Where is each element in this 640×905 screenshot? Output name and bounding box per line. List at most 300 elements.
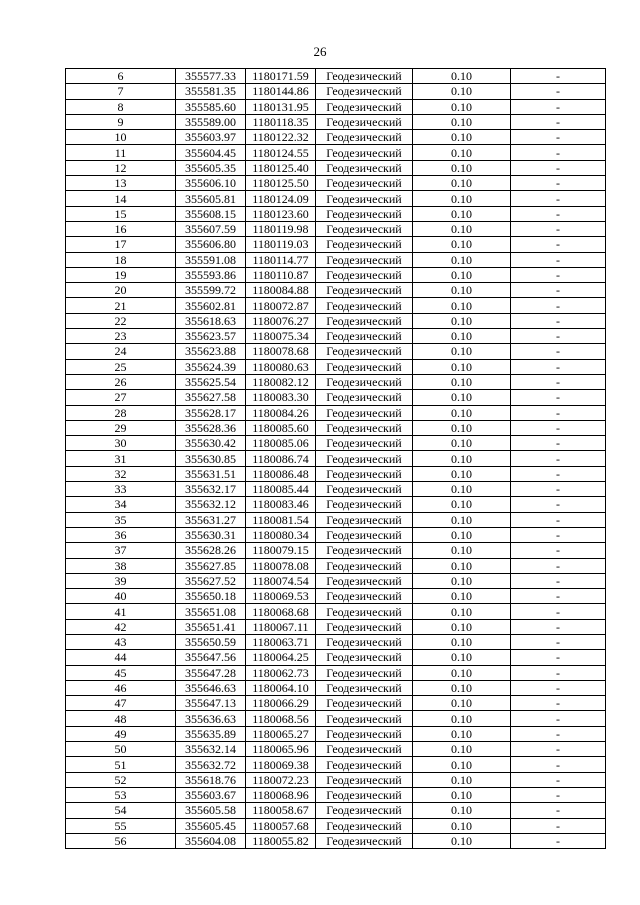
accuracy-cell: 0.10	[413, 329, 511, 344]
table-row	[66, 497, 606, 512]
accuracy-cell: 0.10	[413, 512, 511, 527]
accuracy-cell: 0.10	[413, 680, 511, 695]
method-cell: Геодезический	[316, 145, 413, 160]
y-coordinate-cell: 1180131.95	[246, 99, 316, 114]
y-coordinate-cell: 1180080.63	[246, 359, 316, 374]
table-row	[66, 543, 606, 558]
accuracy-cell: 0.10	[413, 145, 511, 160]
description-cell: -	[511, 543, 606, 558]
y-coordinate-cell: 1180078.08	[246, 558, 316, 573]
method-cell: Геодезический	[316, 757, 413, 772]
table-row	[66, 329, 606, 344]
table-row	[66, 650, 606, 665]
y-coordinate-cell: 1180057.68	[246, 818, 316, 833]
description-cell: -	[511, 283, 606, 298]
table-row	[66, 803, 606, 818]
method-cell: Геодезический	[316, 344, 413, 359]
point-number-cell: 17	[66, 237, 176, 252]
method-cell: Геодезический	[316, 191, 413, 206]
y-coordinate-cell: 1180055.82	[246, 833, 316, 848]
x-coordinate-cell: 355604.45	[176, 145, 246, 160]
accuracy-cell: 0.10	[413, 803, 511, 818]
table-row	[66, 772, 606, 787]
table-row	[66, 283, 606, 298]
point-number-cell: 50	[66, 742, 176, 757]
method-cell: Геодезический	[316, 589, 413, 604]
x-coordinate-cell: 355650.18	[176, 589, 246, 604]
y-coordinate-cell: 1180122.32	[246, 130, 316, 145]
table-row	[66, 604, 606, 619]
point-number-cell: 20	[66, 283, 176, 298]
y-coordinate-cell: 1180119.98	[246, 221, 316, 236]
x-coordinate-cell: 355628.17	[176, 405, 246, 420]
method-cell: Геодезический	[316, 252, 413, 267]
description-cell: -	[511, 176, 606, 191]
method-cell: Геодезический	[316, 665, 413, 680]
description-cell: -	[511, 344, 606, 359]
table-row	[66, 130, 606, 145]
method-cell: Геодезический	[316, 298, 413, 313]
point-number-cell: 54	[66, 803, 176, 818]
table-row	[66, 191, 606, 206]
table-row	[66, 221, 606, 236]
method-cell: Геодезический	[316, 84, 413, 99]
table-row	[66, 482, 606, 497]
point-number-cell: 29	[66, 420, 176, 435]
point-number-cell: 16	[66, 221, 176, 236]
table-row	[66, 558, 606, 573]
y-coordinate-cell: 1180118.35	[246, 114, 316, 129]
y-coordinate-cell: 1180083.30	[246, 390, 316, 405]
y-coordinate-cell: 1180064.10	[246, 680, 316, 695]
description-cell: -	[511, 650, 606, 665]
accuracy-cell: 0.10	[413, 497, 511, 512]
y-coordinate-cell: 1180072.87	[246, 298, 316, 313]
x-coordinate-cell: 355631.27	[176, 512, 246, 527]
method-cell: Геодезический	[316, 558, 413, 573]
method-cell: Геодезический	[316, 466, 413, 481]
description-cell: -	[511, 619, 606, 634]
point-number-cell: 43	[66, 634, 176, 649]
description-cell: -	[511, 833, 606, 848]
method-cell: Геодезический	[316, 711, 413, 726]
description-cell: -	[511, 726, 606, 741]
method-cell: Геодезический	[316, 221, 413, 236]
point-number-cell: 23	[66, 329, 176, 344]
x-coordinate-cell: 355628.26	[176, 543, 246, 558]
y-coordinate-cell: 1180068.96	[246, 787, 316, 802]
accuracy-cell: 0.10	[413, 696, 511, 711]
table-row	[66, 665, 606, 680]
y-coordinate-cell: 1180086.74	[246, 451, 316, 466]
x-coordinate-cell: 355635.89	[176, 726, 246, 741]
point-number-cell: 42	[66, 619, 176, 634]
description-cell: -	[511, 787, 606, 802]
table-row	[66, 742, 606, 757]
accuracy-cell: 0.10	[413, 573, 511, 588]
point-number-cell: 22	[66, 313, 176, 328]
table-row	[66, 726, 606, 741]
y-coordinate-cell: 1180084.88	[246, 283, 316, 298]
method-cell: Геодезический	[316, 130, 413, 145]
accuracy-cell: 0.10	[413, 711, 511, 726]
accuracy-cell: 0.10	[413, 757, 511, 772]
table-row	[66, 405, 606, 420]
y-coordinate-cell: 1180065.27	[246, 726, 316, 741]
method-cell: Геодезический	[316, 206, 413, 221]
point-number-cell: 8	[66, 99, 176, 114]
table-row	[66, 512, 606, 527]
point-number-cell: 21	[66, 298, 176, 313]
accuracy-cell: 0.10	[413, 114, 511, 129]
point-number-cell: 45	[66, 665, 176, 680]
point-number-cell: 18	[66, 252, 176, 267]
method-cell: Геодезический	[316, 267, 413, 282]
y-coordinate-cell: 1180062.73	[246, 665, 316, 680]
accuracy-cell: 0.10	[413, 359, 511, 374]
accuracy-cell: 0.10	[413, 176, 511, 191]
accuracy-cell: 0.10	[413, 436, 511, 451]
x-coordinate-cell: 355627.58	[176, 390, 246, 405]
x-coordinate-cell: 355577.33	[176, 69, 246, 84]
accuracy-cell: 0.10	[413, 650, 511, 665]
table-row	[66, 374, 606, 389]
x-coordinate-cell: 355605.81	[176, 191, 246, 206]
point-number-cell: 28	[66, 405, 176, 420]
point-number-cell: 13	[66, 176, 176, 191]
accuracy-cell: 0.10	[413, 482, 511, 497]
table-row	[66, 145, 606, 160]
accuracy-cell: 0.10	[413, 451, 511, 466]
y-coordinate-cell: 1180110.87	[246, 267, 316, 282]
method-cell: Геодезический	[316, 726, 413, 741]
accuracy-cell: 0.10	[413, 206, 511, 221]
description-cell: -	[511, 267, 606, 282]
table-row	[66, 344, 606, 359]
method-cell: Геодезический	[316, 497, 413, 512]
description-cell: -	[511, 497, 606, 512]
point-number-cell: 55	[66, 818, 176, 833]
table-row	[66, 252, 606, 267]
x-coordinate-cell: 355632.17	[176, 482, 246, 497]
table-row	[66, 84, 606, 99]
accuracy-cell: 0.10	[413, 527, 511, 542]
description-cell: -	[511, 589, 606, 604]
method-cell: Геодезический	[316, 787, 413, 802]
point-number-cell: 46	[66, 680, 176, 695]
point-number-cell: 44	[66, 650, 176, 665]
table-row	[66, 573, 606, 588]
description-cell: -	[511, 665, 606, 680]
accuracy-cell: 0.10	[413, 726, 511, 741]
accuracy-cell: 0.10	[413, 252, 511, 267]
accuracy-cell: 0.10	[413, 344, 511, 359]
table-row	[66, 267, 606, 282]
description-cell: -	[511, 329, 606, 344]
x-coordinate-cell: 355636.63	[176, 711, 246, 726]
y-coordinate-cell: 1180072.23	[246, 772, 316, 787]
method-cell: Геодезический	[316, 374, 413, 389]
description-cell: -	[511, 604, 606, 619]
y-coordinate-cell: 1180125.40	[246, 160, 316, 175]
table-row	[66, 589, 606, 604]
y-coordinate-cell: 1180063.71	[246, 634, 316, 649]
x-coordinate-cell: 355602.81	[176, 298, 246, 313]
x-coordinate-cell: 355623.57	[176, 329, 246, 344]
accuracy-cell: 0.10	[413, 833, 511, 848]
x-coordinate-cell: 355618.63	[176, 313, 246, 328]
x-coordinate-cell: 355591.08	[176, 252, 246, 267]
point-number-cell: 19	[66, 267, 176, 282]
point-number-cell: 6	[66, 69, 176, 84]
description-cell: -	[511, 680, 606, 695]
description-cell: -	[511, 512, 606, 527]
x-coordinate-cell: 355632.72	[176, 757, 246, 772]
method-cell: Геодезический	[316, 69, 413, 84]
method-cell: Геодезический	[316, 420, 413, 435]
y-coordinate-cell: 1180082.12	[246, 374, 316, 389]
description-cell: -	[511, 818, 606, 833]
description-cell: -	[511, 436, 606, 451]
y-coordinate-cell: 1180075.34	[246, 329, 316, 344]
y-coordinate-cell: 1180078.68	[246, 344, 316, 359]
description-cell: -	[511, 69, 606, 84]
description-cell: -	[511, 114, 606, 129]
point-number-cell: 7	[66, 84, 176, 99]
accuracy-cell: 0.10	[413, 589, 511, 604]
description-cell: -	[511, 313, 606, 328]
table-row	[66, 206, 606, 221]
table-row	[66, 69, 606, 84]
point-number-cell: 49	[66, 726, 176, 741]
y-coordinate-cell: 1180079.15	[246, 543, 316, 558]
method-cell: Геодезический	[316, 390, 413, 405]
method-cell: Геодезический	[316, 237, 413, 252]
accuracy-cell: 0.10	[413, 405, 511, 420]
method-cell: Геодезический	[316, 512, 413, 527]
description-cell: -	[511, 237, 606, 252]
accuracy-cell: 0.10	[413, 543, 511, 558]
y-coordinate-cell: 1180171.59	[246, 69, 316, 84]
description-cell: -	[511, 420, 606, 435]
description-cell: -	[511, 374, 606, 389]
method-cell: Геодезический	[316, 818, 413, 833]
y-coordinate-cell: 1180065.96	[246, 742, 316, 757]
x-coordinate-cell: 355627.52	[176, 573, 246, 588]
table-row	[66, 313, 606, 328]
coordinates-table	[65, 68, 606, 849]
table-row	[66, 176, 606, 191]
coordinates-table-body	[66, 69, 606, 849]
y-coordinate-cell: 1180084.26	[246, 405, 316, 420]
x-coordinate-cell: 355599.72	[176, 283, 246, 298]
table-row	[66, 680, 606, 695]
x-coordinate-cell: 355627.85	[176, 558, 246, 573]
y-coordinate-cell: 1180114.77	[246, 252, 316, 267]
accuracy-cell: 0.10	[413, 818, 511, 833]
x-coordinate-cell: 355651.08	[176, 604, 246, 619]
accuracy-cell: 0.10	[413, 558, 511, 573]
y-coordinate-cell: 1180124.55	[246, 145, 316, 160]
y-coordinate-cell: 1180081.54	[246, 512, 316, 527]
accuracy-cell: 0.10	[413, 787, 511, 802]
y-coordinate-cell: 1180144.86	[246, 84, 316, 99]
point-number-cell: 25	[66, 359, 176, 374]
description-cell: -	[511, 772, 606, 787]
point-number-cell: 35	[66, 512, 176, 527]
method-cell: Геодезический	[316, 543, 413, 558]
method-cell: Геодезический	[316, 160, 413, 175]
method-cell: Геодезический	[316, 283, 413, 298]
point-number-cell: 32	[66, 466, 176, 481]
point-number-cell: 31	[66, 451, 176, 466]
y-coordinate-cell: 1180086.48	[246, 466, 316, 481]
y-coordinate-cell: 1180068.56	[246, 711, 316, 726]
description-cell: -	[511, 757, 606, 772]
accuracy-cell: 0.10	[413, 619, 511, 634]
y-coordinate-cell: 1180068.68	[246, 604, 316, 619]
x-coordinate-cell: 355603.97	[176, 130, 246, 145]
y-coordinate-cell: 1180085.60	[246, 420, 316, 435]
x-coordinate-cell: 355606.80	[176, 237, 246, 252]
method-cell: Геодезический	[316, 772, 413, 787]
accuracy-cell: 0.10	[413, 390, 511, 405]
description-cell: -	[511, 99, 606, 114]
x-coordinate-cell: 355606.10	[176, 176, 246, 191]
table-row	[66, 99, 606, 114]
method-cell: Геодезический	[316, 313, 413, 328]
y-coordinate-cell: 1180119.03	[246, 237, 316, 252]
point-number-cell: 33	[66, 482, 176, 497]
x-coordinate-cell: 355608.15	[176, 206, 246, 221]
y-coordinate-cell: 1180064.25	[246, 650, 316, 665]
description-cell: -	[511, 711, 606, 726]
accuracy-cell: 0.10	[413, 130, 511, 145]
accuracy-cell: 0.10	[413, 466, 511, 481]
table-row	[66, 833, 606, 848]
table-row	[66, 237, 606, 252]
point-number-cell: 37	[66, 543, 176, 558]
accuracy-cell: 0.10	[413, 665, 511, 680]
description-cell: -	[511, 145, 606, 160]
table-row	[66, 114, 606, 129]
point-number-cell: 40	[66, 589, 176, 604]
x-coordinate-cell: 355651.41	[176, 619, 246, 634]
description-cell: -	[511, 466, 606, 481]
method-cell: Геодезический	[316, 833, 413, 848]
x-coordinate-cell: 355623.88	[176, 344, 246, 359]
y-coordinate-cell: 1180124.09	[246, 191, 316, 206]
description-cell: -	[511, 803, 606, 818]
method-cell: Геодезический	[316, 742, 413, 757]
method-cell: Геодезический	[316, 436, 413, 451]
accuracy-cell: 0.10	[413, 772, 511, 787]
table-row	[66, 818, 606, 833]
point-number-cell: 48	[66, 711, 176, 726]
y-coordinate-cell: 1180058.67	[246, 803, 316, 818]
method-cell: Геодезический	[316, 405, 413, 420]
accuracy-cell: 0.10	[413, 313, 511, 328]
accuracy-cell: 0.10	[413, 283, 511, 298]
point-number-cell: 53	[66, 787, 176, 802]
x-coordinate-cell: 355603.67	[176, 787, 246, 802]
description-cell: -	[511, 206, 606, 221]
description-cell: -	[511, 252, 606, 267]
description-cell: -	[511, 160, 606, 175]
method-cell: Геодезический	[316, 99, 413, 114]
y-coordinate-cell: 1180069.53	[246, 589, 316, 604]
x-coordinate-cell: 355631.51	[176, 466, 246, 481]
table-row	[66, 160, 606, 175]
x-coordinate-cell: 355593.86	[176, 267, 246, 282]
y-coordinate-cell: 1180067.11	[246, 619, 316, 634]
accuracy-cell: 0.10	[413, 99, 511, 114]
method-cell: Геодезический	[316, 803, 413, 818]
method-cell: Геодезический	[316, 329, 413, 344]
description-cell: -	[511, 558, 606, 573]
accuracy-cell: 0.10	[413, 191, 511, 206]
accuracy-cell: 0.10	[413, 742, 511, 757]
accuracy-cell: 0.10	[413, 420, 511, 435]
x-coordinate-cell: 355632.14	[176, 742, 246, 757]
accuracy-cell: 0.10	[413, 69, 511, 84]
y-coordinate-cell: 1180074.54	[246, 573, 316, 588]
point-number-cell: 24	[66, 344, 176, 359]
description-cell: -	[511, 390, 606, 405]
point-number-cell: 47	[66, 696, 176, 711]
description-cell: -	[511, 451, 606, 466]
point-number-cell: 27	[66, 390, 176, 405]
description-cell: -	[511, 84, 606, 99]
method-cell: Геодезический	[316, 634, 413, 649]
table-row	[66, 634, 606, 649]
method-cell: Геодезический	[316, 359, 413, 374]
description-cell: -	[511, 298, 606, 313]
accuracy-cell: 0.10	[413, 267, 511, 282]
accuracy-cell: 0.10	[413, 298, 511, 313]
y-coordinate-cell: 1180085.06	[246, 436, 316, 451]
point-number-cell: 52	[66, 772, 176, 787]
table-row	[66, 711, 606, 726]
point-number-cell: 9	[66, 114, 176, 129]
x-coordinate-cell: 355607.59	[176, 221, 246, 236]
point-number-cell: 41	[66, 604, 176, 619]
x-coordinate-cell: 355630.42	[176, 436, 246, 451]
description-cell: -	[511, 527, 606, 542]
x-coordinate-cell: 355604.08	[176, 833, 246, 848]
x-coordinate-cell: 355632.12	[176, 497, 246, 512]
accuracy-cell: 0.10	[413, 374, 511, 389]
accuracy-cell: 0.10	[413, 84, 511, 99]
x-coordinate-cell: 355650.59	[176, 634, 246, 649]
x-coordinate-cell: 355630.31	[176, 527, 246, 542]
x-coordinate-cell: 355647.56	[176, 650, 246, 665]
description-cell: -	[511, 359, 606, 374]
point-number-cell: 11	[66, 145, 176, 160]
table-row	[66, 359, 606, 374]
x-coordinate-cell: 355625.54	[176, 374, 246, 389]
point-number-cell: 12	[66, 160, 176, 175]
y-coordinate-cell: 1180085.44	[246, 482, 316, 497]
table-row	[66, 390, 606, 405]
x-coordinate-cell: 355585.60	[176, 99, 246, 114]
table-row	[66, 420, 606, 435]
x-coordinate-cell: 355647.13	[176, 696, 246, 711]
point-number-cell: 26	[66, 374, 176, 389]
point-number-cell: 15	[66, 206, 176, 221]
table-row	[66, 298, 606, 313]
table-row	[66, 527, 606, 542]
